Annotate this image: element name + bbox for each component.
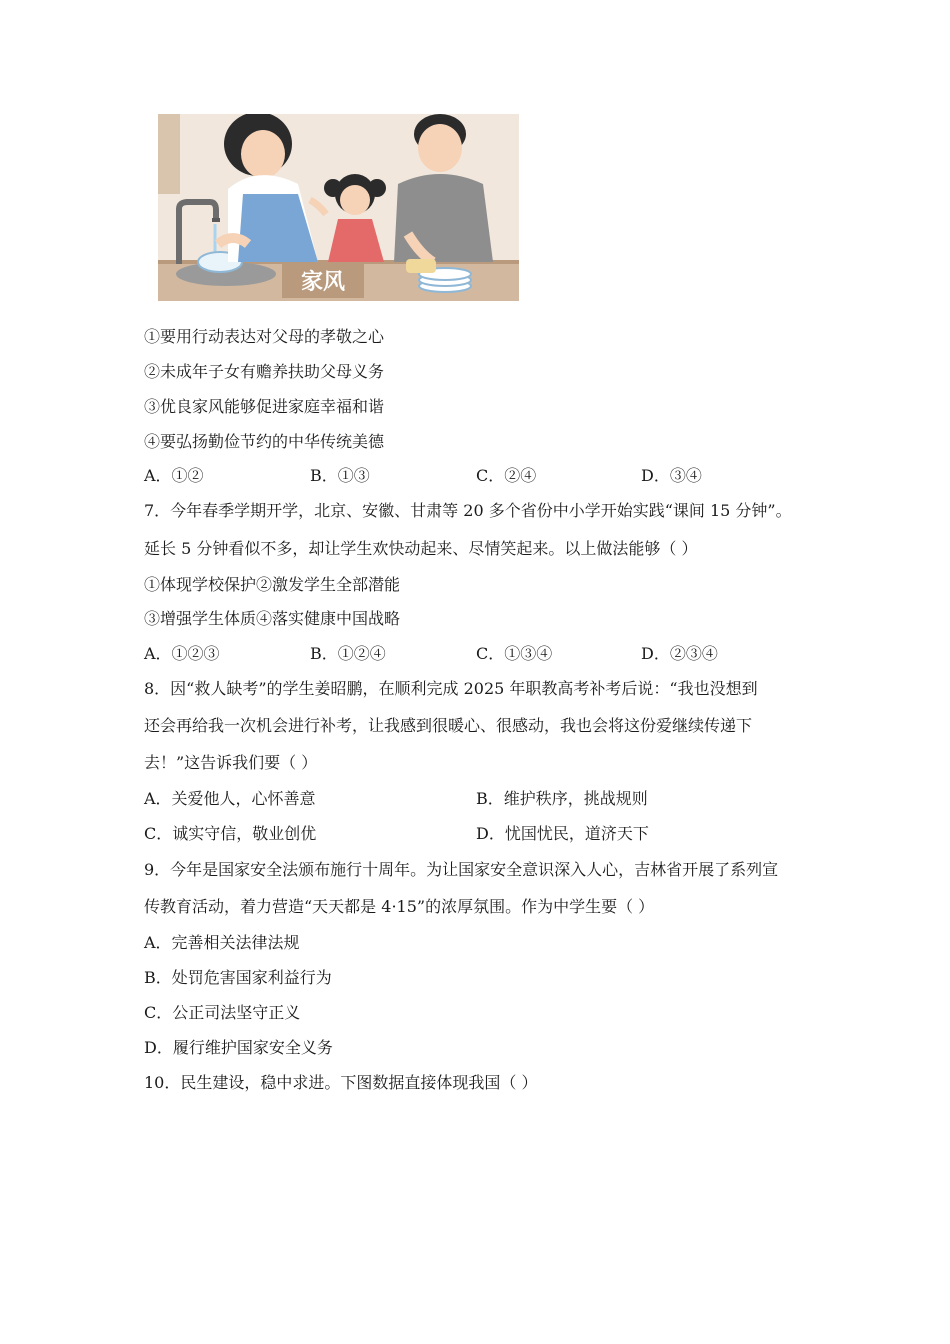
q7-option-d: D．②③④ xyxy=(641,644,718,663)
q6-option-b: B．①③ xyxy=(310,466,370,485)
q8-stem-line-2: 还会再给我一次机会进行补考，让我感到很暖心、很感动，我也会将这份爱继续传递下 xyxy=(144,716,753,735)
q6-statement-3: ③优良家风能够促进家庭幸福和谐 xyxy=(144,397,385,416)
q6-option-c: C．②④ xyxy=(476,466,537,485)
q7-statement-2: ③增强学生体质④落实健康中国战略 xyxy=(144,609,401,628)
family-illustration xyxy=(158,114,519,301)
q6-statement-1: ①要用行动表达对父母的孝敬之心 xyxy=(144,327,385,346)
q8-stem-line-3: 去！”这告诉我们要（ ） xyxy=(144,753,318,772)
q8-option-c: C．诚实守信，敬业创优 xyxy=(144,824,317,843)
q8-option-d: D．忧国忧民，道济天下 xyxy=(476,824,649,843)
q7-option-a: A．①②③ xyxy=(144,644,220,663)
q9-option-b: B．处罚危害国家利益行为 xyxy=(144,968,332,987)
q9-stem-line-2: 传教育活动，着力营造“天天都是 4·15”的浓厚氛围。作为中学生要（ ） xyxy=(144,897,655,916)
q9-option-d: D．履行维护国家安全义务 xyxy=(144,1038,333,1057)
q10-stem-line-1: 10．民生建设，稳中求进。下图数据直接体现我国（ ） xyxy=(144,1073,538,1092)
q8-stem-line-1: 8．因“救人缺考”的学生姜昭鹏，在顺利完成 2025 年职教高考补考后说：“我也没想到 xyxy=(144,679,758,698)
q6-option-d: D．③④ xyxy=(641,466,702,485)
q7-option-b: B．①②④ xyxy=(310,644,386,663)
q7-option-c: C．①③④ xyxy=(476,644,553,663)
q9-stem-line-1: 9．今年是国家安全法颁布施行十周年。为让国家安全意识深入人心，吉林省开展了系列宣 xyxy=(144,860,779,879)
q8-option-a: A．关爱他人，心怀善意 xyxy=(144,789,316,808)
q6-statement-2: ②未成年子女有赡养扶助父母义务 xyxy=(144,362,385,381)
caption-text: 家风 xyxy=(300,270,346,295)
q6-option-a: A．①② xyxy=(144,466,204,485)
q7-stem-line-2: 延长 5 分钟看似不多，却让学生欢快动起来、尽情笑起来。以上做法能够（ ） xyxy=(144,539,698,558)
q9-option-c: C．公正司法坚守正义 xyxy=(144,1003,301,1022)
cabinet-edge xyxy=(158,114,180,194)
q6-statement-4: ④要弘扬勤俭节约的中华传统美德 xyxy=(144,432,385,451)
q7-statement-1: ①体现学校保护②激发学生全部潜能 xyxy=(144,575,401,594)
q7-stem-line-1: 7．今年春季学期开学，北京、安徽、甘肃等 20 多个省份中小学开始实践“课间 15 分钟”。 xyxy=(144,501,792,520)
q8-option-b: B．维护秩序，挑战规则 xyxy=(476,789,648,808)
q9-option-a: A．完善相关法律法规 xyxy=(144,933,300,952)
sponge-icon xyxy=(406,259,436,273)
